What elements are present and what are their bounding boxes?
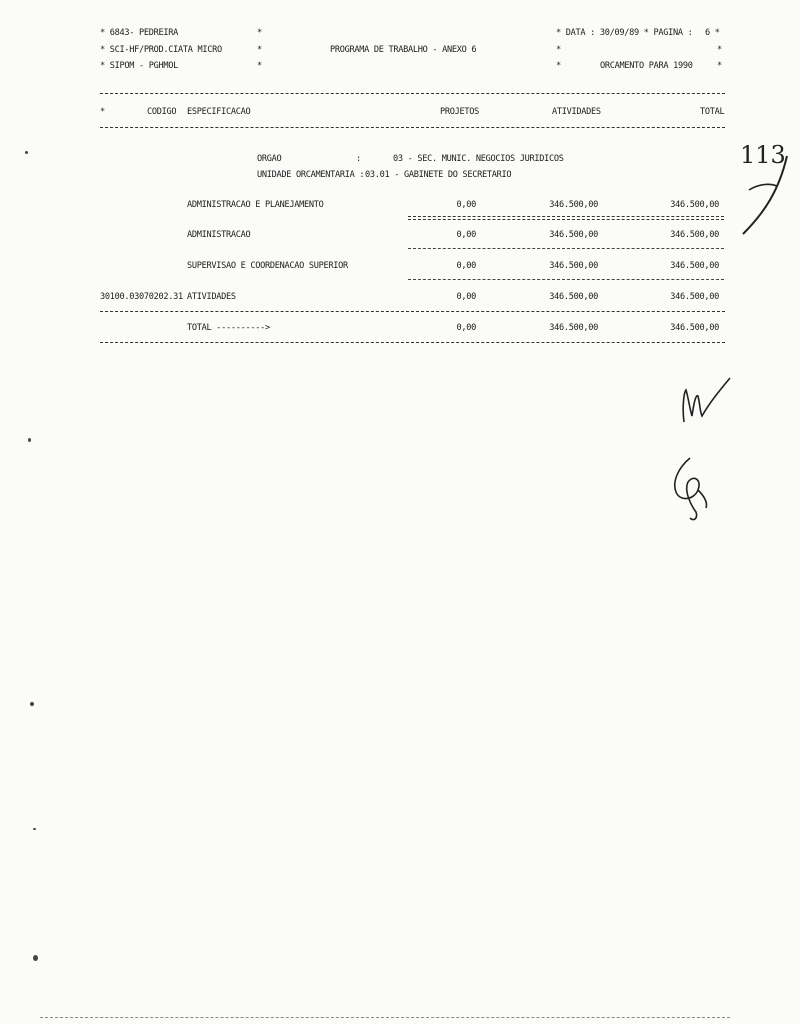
row-atividades: 346.500,00 [549,292,598,302]
row-label: ADMINISTRACAO [187,230,251,240]
col-especificacao: ESPECIFICACAO [187,107,251,117]
rule-bottom [100,342,725,343]
handwritten-initials [676,372,736,427]
handwritten-signature [668,452,718,527]
row-projetos: 0,00 [456,200,476,210]
header-star: * [257,45,262,55]
header-star: * [717,61,722,71]
rule-row-bottom [100,311,725,312]
scan-speck [28,438,31,442]
budget-year: ORCAMENTO PARA 1990 [600,61,693,71]
col-total: TOTAL [700,107,725,117]
header-system: * SCI-HF/PROD.CIATA MICRO [100,45,222,55]
total-projetos: 0,00 [456,323,476,333]
total-label: TOTAL ----------> [187,323,270,333]
row-projetos: 0,00 [456,292,476,302]
scan-speck [33,828,36,830]
total-atividades: 346.500,00 [549,323,598,333]
row-atividades: 346.500,00 [549,200,598,210]
scan-edge [40,1017,730,1018]
col-projetos: PROJETOS [440,107,479,117]
scan-speck [33,955,38,961]
row-label: ADMINISTRACAO E PLANEJAMENTO [187,200,324,210]
row-atividades: 346.500,00 [549,230,598,240]
col-atividades: ATIVIDADES [552,107,601,117]
row-code: 30100.03070202.31 [100,292,183,302]
row-projetos: 0,00 [456,261,476,271]
header-star: * [717,45,722,55]
row-total: 346.500,00 [670,292,719,302]
unidade-label: UNIDADE ORCAMENTARIA : [257,170,365,180]
report-title: PROGRAMA DE TRABALHO - ANEXO 6 [330,45,477,55]
row-label: SUPERVISAO E COORDENACAO SUPERIOR [187,261,348,271]
header-star: * [556,61,561,71]
date-page-label: * DATA : 30/09/89 * PAGINA : [556,28,693,38]
page-number: 6 * [705,28,720,38]
rule-top [100,93,725,94]
col-star: * [100,107,105,117]
row-projetos: 0,00 [456,230,476,240]
col-codigo: CODIGO [147,107,177,117]
orgao-sep: : [356,154,361,164]
rule-single [408,248,724,249]
row-label: ATIVIDADES [187,292,236,302]
scan-speck [30,702,34,706]
row-total: 346.500,00 [670,200,719,210]
header-star: * [556,45,561,55]
rule-header-bottom [100,127,725,128]
row-total: 346.500,00 [670,261,719,271]
scan-speck [25,151,28,154]
header-module: * SIPOM - PGHMOL [100,61,178,71]
orgao-value: 03 - SEC. MUNIC. NEGOCIOS JURIDICOS [393,154,564,164]
unidade-value: 03.01 - GABINETE DO SECRETARIO [365,170,512,180]
header-star: * [257,28,262,38]
handwritten-slash-mark [735,150,795,240]
header-org: * 6843- PEDREIRA [100,28,178,38]
row-atividades: 346.500,00 [549,261,598,271]
rule-single [408,279,724,280]
row-total: 346.500,00 [670,230,719,240]
rule-double [408,216,724,220]
handwritten-page-number: 113 [740,141,786,169]
orgao-label: ORGAO [257,154,282,164]
header-star: * [257,61,262,71]
total-total: 346.500,00 [670,323,719,333]
